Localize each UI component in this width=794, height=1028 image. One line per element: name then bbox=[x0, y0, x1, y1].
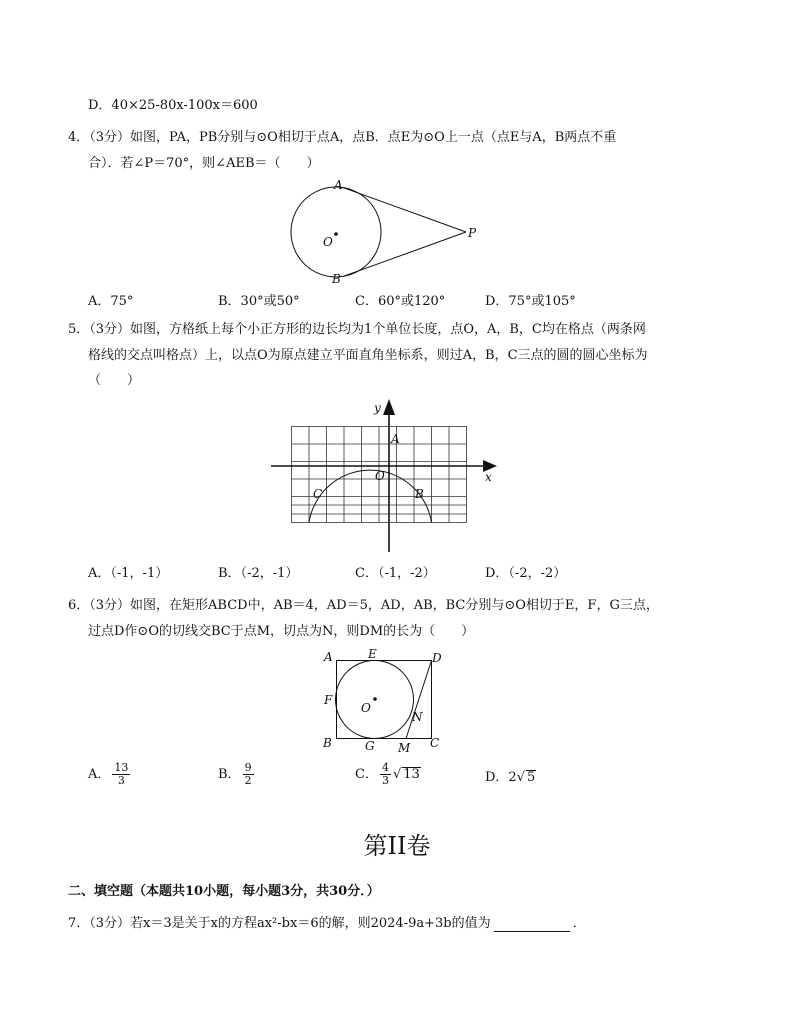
q6-option-a-fraction bbox=[112, 762, 130, 787]
q4-label-b: B bbox=[332, 272, 341, 286]
q5-stem-line2: 格线的交点叫格点）上，以点O为原点建立平面直角坐标系，则过A，B，C三点的圆的圆心坐标为 bbox=[88, 348, 648, 363]
q6-option-d-radical-sign: √ bbox=[516, 770, 525, 785]
fill-in-section-header: 二、填空题（本题共10小题，每小题3分，共30分．） bbox=[68, 884, 380, 899]
q5-label-x: x bbox=[485, 470, 492, 484]
q6-option-b-fraction bbox=[243, 762, 254, 787]
q6-option-a[interactable] bbox=[88, 762, 132, 787]
q4-tangent-pa bbox=[343, 188, 466, 233]
q6-label-b: B bbox=[323, 736, 332, 750]
q6-option-b-denominator: 2 bbox=[244, 774, 252, 787]
q6-option-d-radicand: 5 bbox=[527, 770, 536, 785]
q6-option-c[interactable] bbox=[355, 762, 421, 787]
q6-option-d[interactable] bbox=[485, 770, 536, 786]
q4-stem-line2: 合）．若∠P＝70°，则∠AEB＝（ ） bbox=[88, 156, 320, 171]
q6-label-f: F bbox=[324, 693, 333, 707]
q6-label-n: N bbox=[412, 710, 423, 724]
q4-figure bbox=[280, 175, 490, 290]
q6-tangent-dm bbox=[406, 661, 432, 739]
q4-tangent-pb bbox=[343, 232, 466, 277]
part2-title: 第II卷 bbox=[363, 832, 431, 860]
q5-stem-line1: 5．（3分）如图，方格纸上每个小正方形的边长均为1个单位长度，点O，A，B，C均在格点（两条网 bbox=[68, 322, 646, 337]
q6-option-c-fraction bbox=[380, 762, 391, 787]
q6-option-b-prefix: B． bbox=[218, 767, 241, 782]
q4-label-a: A bbox=[334, 178, 343, 192]
q6-label-o: O bbox=[361, 701, 371, 715]
q5-label-y: y bbox=[374, 401, 381, 415]
q6-label-g: G bbox=[365, 739, 375, 753]
q6-label-e: E bbox=[368, 647, 377, 661]
q4-label-o: O bbox=[323, 235, 333, 249]
q6-center-dot bbox=[373, 697, 377, 701]
q6-label-c: C bbox=[430, 736, 440, 750]
q5-option-d[interactable]: D．（-2，-2） bbox=[485, 566, 567, 581]
q6-option-b-numerator: 9 bbox=[244, 761, 252, 774]
q5-label-o: O bbox=[375, 469, 385, 483]
q4-option-d[interactable]: D．75°或105° bbox=[485, 294, 576, 309]
q4-option-b[interactable]: B．30°或50° bbox=[218, 294, 300, 309]
q6-option-c-denominator: 3 bbox=[381, 774, 389, 787]
q5-stem-line3: （ ） bbox=[88, 373, 141, 388]
q3-option-d: D．40×25-80x-100x＝600 bbox=[88, 98, 258, 113]
q6-option-c-numerator: 4 bbox=[381, 761, 389, 774]
q7-stem bbox=[68, 916, 586, 932]
q6-stem-line1: 6．（3分）如图，在矩形ABCD中，AB＝4，AD＝5，AD，AB，BC分别与⊙O相切于E，F，G三点， bbox=[68, 598, 659, 613]
q4-option-c[interactable]: C．60°或120° bbox=[355, 294, 446, 309]
q6-option-a-prefix: A． bbox=[88, 767, 111, 782]
q6-stem-line2: 过点D作⊙O的切线交BC于点M，切点为N，则DM的长为（ ） bbox=[88, 624, 475, 639]
q6-option-c-radical-sign: √ bbox=[392, 767, 402, 782]
q4-center-dot bbox=[334, 232, 338, 236]
q6-label-a: A bbox=[324, 650, 333, 664]
q5-label-c: C bbox=[313, 487, 323, 501]
q5-label-b: B bbox=[415, 487, 424, 501]
q6-option-a-denominator: 3 bbox=[117, 774, 125, 787]
q5-option-a[interactable]: A．（-1，-1） bbox=[88, 566, 169, 581]
q6-rectangle bbox=[337, 661, 432, 739]
q4-option-a[interactable]: A．75° bbox=[88, 294, 134, 309]
q5-grid-figure bbox=[265, 395, 505, 555]
q4-circle bbox=[291, 187, 381, 277]
q6-option-c-prefix: C． bbox=[355, 767, 378, 782]
q7-answer-blank[interactable] bbox=[494, 919, 570, 932]
q6-option-a-numerator: 13 bbox=[114, 761, 129, 774]
q6-option-b[interactable] bbox=[218, 762, 256, 787]
q7-stem-end: ． bbox=[572, 916, 586, 931]
q5-label-a: A bbox=[391, 432, 400, 446]
q6-figure bbox=[318, 646, 448, 756]
q6-label-d: D bbox=[432, 651, 442, 665]
q4-stem-line1: 4．（3分）如图，PA，PB分别与⊙O相切于点A，点B．点E为⊙O上一点（点E与A，B两点不重 bbox=[68, 130, 617, 145]
q6-label-m: M bbox=[398, 741, 411, 755]
q5-y-arrow bbox=[383, 399, 395, 415]
q5-option-c[interactable]: C．（-1，-2） bbox=[355, 566, 436, 581]
q6-option-c-radicand: 13 bbox=[403, 767, 420, 782]
q6-option-d-prefix: D．2 bbox=[485, 770, 517, 785]
q5-option-b[interactable]: B．（-2，-1） bbox=[218, 566, 299, 581]
q7-stem-text: 7．（3分）若x＝3是关于x的方程ax²-bx＝6的解，则2024-9a+3b的值为 bbox=[68, 916, 491, 931]
q4-label-p: P bbox=[468, 226, 477, 240]
